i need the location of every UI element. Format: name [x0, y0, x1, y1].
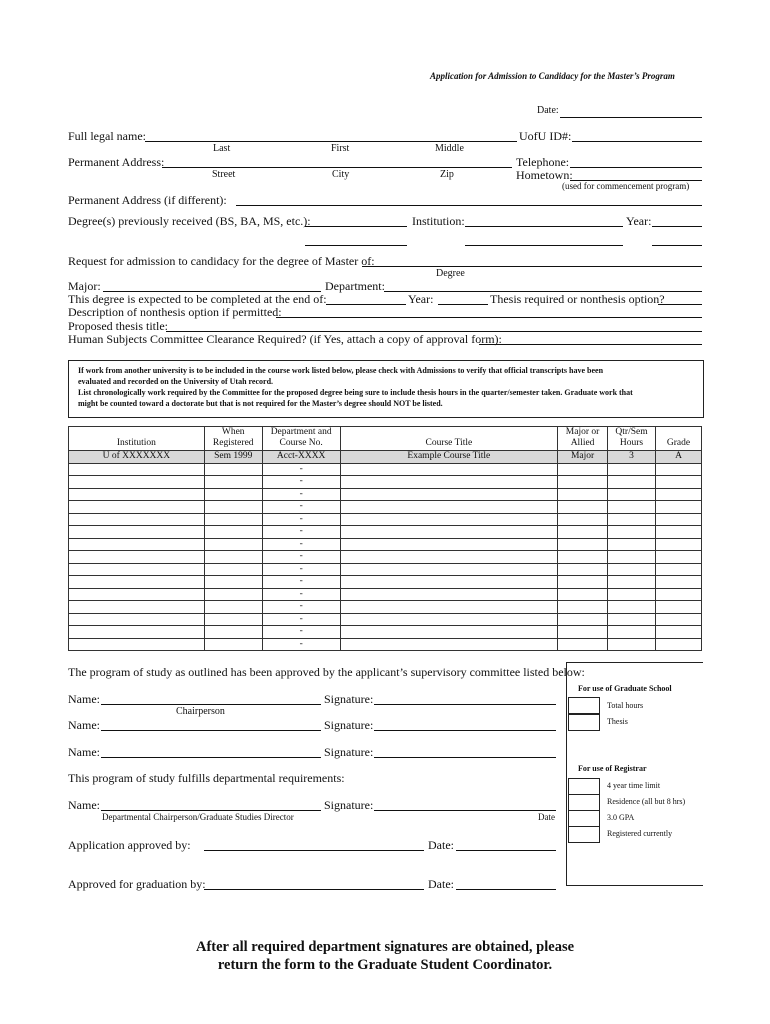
hsc-label: Human Subjects Committee Clearance Required? (if Yes, attach a copy of approval form): [68, 332, 502, 346]
cell-hours[interactable] [608, 588, 656, 601]
cell-course-title[interactable] [340, 463, 557, 476]
table-row [69, 601, 702, 614]
gpa-checkbox[interactable] [568, 810, 600, 827]
registered-checkbox[interactable] [568, 826, 600, 843]
cell-hours[interactable] [608, 613, 656, 626]
completion-year-label: Year: [408, 292, 434, 306]
cell-when[interactable] [204, 613, 262, 626]
committee-signature-field-1[interactable] [374, 704, 556, 705]
hsc-field[interactable] [479, 344, 702, 345]
cell-institution[interactable] [69, 588, 205, 601]
cell-major[interactable] [558, 476, 608, 489]
cell-major: Major [558, 451, 608, 464]
degree-caption: Degree [436, 268, 465, 279]
cell-grade[interactable] [656, 501, 702, 514]
cell-course-title[interactable] [340, 551, 557, 564]
committee-name-label-1: Name: [68, 692, 100, 706]
cell-grade[interactable] [656, 538, 702, 551]
residence-checkbox[interactable] [568, 794, 600, 811]
cell-hours[interactable] [608, 576, 656, 589]
cell-major[interactable] [558, 638, 608, 651]
thesis-option-field[interactable] [658, 304, 702, 305]
col-grade: Grade [656, 427, 702, 451]
year-label: Year: [626, 214, 652, 228]
cell-when[interactable] [204, 588, 262, 601]
total-hours-checkbox[interactable] [568, 697, 600, 714]
thesis-option-label: Thesis required or nonthesis option? [490, 292, 665, 306]
telephone-label: Telephone: [516, 155, 570, 169]
cell-when[interactable] [204, 513, 262, 526]
cell-major[interactable] [558, 551, 608, 564]
cell-institution[interactable] [69, 501, 205, 514]
cell-major[interactable] [558, 626, 608, 639]
cell-major[interactable] [558, 526, 608, 539]
cell-hours: 3 [608, 451, 656, 464]
dept-requirements-text: This program of study fulfills departmental requirements: [68, 771, 345, 785]
address2-label: Permanent Address (if different): [68, 193, 227, 207]
table-row [69, 563, 702, 576]
cell-grade[interactable] [656, 463, 702, 476]
committee-name-field-2[interactable] [101, 730, 321, 731]
major-label: Major: [68, 279, 101, 293]
cell-course-no[interactable]: - [262, 563, 340, 576]
cell-major[interactable] [558, 601, 608, 614]
institution-field-1[interactable] [465, 226, 623, 227]
cell-grade[interactable] [656, 513, 702, 526]
degree-field-2[interactable] [305, 245, 407, 246]
notice-line-1: If work from another university is to be included in the course work listed below, please check with Admissions to verify that official transcripts have been [78, 366, 604, 375]
cell-institution: U of XXXXXXX [69, 451, 205, 464]
cell-course-no[interactable]: - [262, 551, 340, 564]
graduation-approved-field[interactable] [204, 889, 424, 890]
date-label: Date: [537, 105, 559, 116]
telephone-field[interactable] [570, 167, 702, 168]
cell-institution[interactable] [69, 601, 205, 614]
approval-intro: The program of study as outlined has been approved by the applicant’s supervisory committee listed below: [68, 665, 585, 679]
col-when: When Registered [204, 427, 262, 451]
cell-course-no[interactable]: - [262, 476, 340, 489]
graduation-date-field[interactable] [456, 889, 556, 890]
cell-course-no[interactable]: - [262, 626, 340, 639]
cell-institution[interactable] [69, 463, 205, 476]
year-field-1[interactable] [652, 226, 702, 227]
cell-grade[interactable] [656, 626, 702, 639]
registrar-title: For use of Registrar [578, 764, 647, 773]
committee-name-field-3[interactable] [101, 757, 321, 758]
cell-course-no[interactable]: - [262, 601, 340, 614]
cell-hours[interactable] [608, 626, 656, 639]
graduation-approved-label: Approved for graduation by: [68, 877, 206, 891]
cell-grade[interactable] [656, 563, 702, 576]
cell-institution[interactable] [69, 638, 205, 651]
cell-course-no[interactable]: - [262, 538, 340, 551]
col-institution: Institution [69, 427, 205, 451]
cell-institution[interactable] [69, 526, 205, 539]
dept-chair-name-field[interactable] [101, 810, 321, 811]
table-row [69, 638, 702, 651]
cell-major[interactable] [558, 588, 608, 601]
uid-label: UofU ID#: [519, 129, 572, 143]
committee-name-label-3: Name: [68, 745, 100, 759]
application-date-label: Date: [428, 838, 454, 852]
table-row [69, 476, 702, 489]
closing-instructions [0, 938, 770, 974]
table-row [69, 613, 702, 626]
cell-course-title[interactable] [340, 626, 557, 639]
cell-grade[interactable] [656, 576, 702, 589]
cell-major[interactable] [558, 463, 608, 476]
degrees-label: Degree(s) previously received (BS, BA, MS, etc.): [68, 214, 311, 228]
cell-grade: A [656, 451, 702, 464]
cell-grade[interactable] [656, 588, 702, 601]
table-row [69, 626, 702, 639]
cell-course-no: Acct-XXXX [262, 451, 340, 464]
cell-grade[interactable] [656, 526, 702, 539]
cell-when[interactable] [204, 576, 262, 589]
table-row [69, 463, 702, 476]
cell-grade[interactable] [656, 476, 702, 489]
closing-line-1: After all required department signatures are obtained, please [195, 939, 575, 955]
cell-course-title[interactable] [340, 476, 557, 489]
committee-signature-label-1: Signature: [324, 692, 374, 706]
cell-course-title[interactable] [340, 613, 557, 626]
completion-term-field[interactable] [326, 304, 406, 305]
page-title: Application for Admission to Candidacy for the Master’s Program [430, 71, 675, 81]
committee-name-label-2: Name: [68, 718, 100, 732]
cell-hours[interactable] [608, 501, 656, 514]
cell-when[interactable] [204, 638, 262, 651]
cell-grade[interactable] [656, 551, 702, 564]
cell-major[interactable] [558, 538, 608, 551]
cell-hours[interactable] [608, 526, 656, 539]
cell-institution[interactable] [69, 576, 205, 589]
department-label: Department: [325, 279, 385, 293]
cell-when[interactable] [204, 501, 262, 514]
cell-hours[interactable] [608, 601, 656, 614]
committee-signature-label-3: Signature: [324, 745, 374, 759]
col-hours: Qtr/Sem Hours [608, 427, 656, 451]
table-row [69, 538, 702, 551]
cell-institution[interactable] [69, 488, 205, 501]
cell-hours[interactable] [608, 538, 656, 551]
cell-course-title[interactable] [340, 488, 557, 501]
cell-institution[interactable] [69, 551, 205, 564]
chairperson-caption: Chairperson [176, 706, 225, 717]
cell-when[interactable] [204, 476, 262, 489]
committee-signature-field-3[interactable] [374, 757, 556, 758]
cell-course-title[interactable] [340, 576, 557, 589]
hometown-note: (used for commencement program) [562, 181, 690, 191]
table-row [69, 513, 702, 526]
application-approved-field[interactable] [204, 850, 424, 851]
degree-field-1[interactable] [305, 226, 407, 227]
cell-course-title[interactable] [340, 601, 557, 614]
cell-when: Sem 1999 [204, 451, 262, 464]
gpa-label: 3.0 GPA [607, 813, 635, 822]
cell-major[interactable] [558, 576, 608, 589]
grad-school-title: For use of Graduate School [578, 684, 672, 693]
cell-institution[interactable] [69, 476, 205, 489]
table-row [69, 588, 702, 601]
institution-field-2[interactable] [465, 245, 623, 246]
cell-course-no[interactable]: - [262, 513, 340, 526]
col-course-title: Course Title [340, 427, 557, 451]
cell-institution[interactable] [69, 538, 205, 551]
cell-course-no[interactable]: - [262, 488, 340, 501]
full-name-field[interactable] [145, 141, 517, 142]
cell-course-title[interactable] [340, 563, 557, 576]
table-header-row [69, 427, 702, 451]
cell-institution[interactable] [69, 513, 205, 526]
notice-line-2: evaluated and recorded on the University of Utah record. [78, 377, 274, 386]
completion-year-field[interactable] [438, 304, 488, 305]
cell-course-title[interactable] [340, 538, 557, 551]
nonthesis-label: Description of nonthesis option if permitted: [68, 305, 282, 319]
cell-major[interactable] [558, 488, 608, 501]
cell-when[interactable] [204, 538, 262, 551]
application-approved-label: Application approved by: [68, 838, 191, 852]
notice-line-3: List chronologically work required by the Committee for the proposed degree being sure to include thesis hours in the quarter/semester taken. Graduate work that [78, 388, 633, 397]
committee-signature-field-2[interactable] [374, 730, 556, 731]
dept-chair-date-caption: Date [538, 812, 555, 822]
cell-course-title[interactable] [340, 501, 557, 514]
address-city-caption: City [332, 169, 350, 180]
cell-course-no[interactable]: - [262, 501, 340, 514]
registered-label: Registered currently [607, 829, 673, 838]
cell-course-title[interactable] [340, 513, 557, 526]
graduation-date-label: Date: [428, 877, 454, 891]
dept-chair-signature-field[interactable] [374, 810, 556, 811]
residence-label: Residence (all but 8 hrs) [607, 797, 686, 806]
table-row [69, 551, 702, 564]
cell-hours[interactable] [608, 551, 656, 564]
cell-grade[interactable] [656, 638, 702, 651]
name-last-caption: Last [213, 143, 231, 154]
cell-major[interactable] [558, 563, 608, 576]
cell-hours[interactable] [608, 463, 656, 476]
cell-institution[interactable] [69, 626, 205, 639]
cell-hours[interactable] [608, 513, 656, 526]
cell-when[interactable] [204, 488, 262, 501]
cell-major[interactable] [558, 613, 608, 626]
cell-course-title[interactable] [340, 526, 557, 539]
degree-field[interactable] [362, 266, 702, 267]
dept-chair-caption: Departmental Chairperson/Graduate Studies Director [102, 812, 294, 822]
table-row [69, 576, 702, 589]
table-row [69, 526, 702, 539]
cell-when[interactable] [204, 601, 262, 614]
cell-when[interactable] [204, 551, 262, 564]
dept-chair-signature-label: Signature: [324, 798, 374, 812]
cell-course-no[interactable]: - [262, 576, 340, 589]
cell-course-title: Example Course Title [340, 451, 557, 464]
name-middle-caption: Middle [435, 143, 464, 154]
cell-hours[interactable] [608, 488, 656, 501]
thesis-label: Thesis [607, 717, 628, 726]
cell-major[interactable] [558, 501, 608, 514]
table-row [69, 501, 702, 514]
address-street-caption: Street [212, 169, 236, 180]
cell-hours[interactable] [608, 476, 656, 489]
request-label: Request for admission to candidacy for the degree of Master of: [68, 254, 375, 268]
committee-signature-label-2: Signature: [324, 718, 374, 732]
cell-hours[interactable] [608, 638, 656, 651]
cell-institution[interactable] [69, 613, 205, 626]
full-name-label: Full legal name: [68, 129, 146, 143]
cell-course-no[interactable]: - [262, 613, 340, 626]
notice-line-4: might be counted toward a doctorate but that is not required for the Master’s degree should NOT be listed. [78, 399, 443, 408]
application-date-field[interactable] [456, 850, 556, 851]
name-first-caption: First [331, 143, 350, 154]
hometown-label: Hometown: [516, 168, 573, 182]
cell-grade[interactable] [656, 613, 702, 626]
time-limit-checkbox[interactable] [568, 778, 600, 795]
time-limit-label: 4 year time limit [607, 781, 661, 790]
address-label: Permanent Address: [68, 155, 165, 169]
cell-major[interactable] [558, 513, 608, 526]
cell-course-no[interactable]: - [262, 463, 340, 476]
cell-grade[interactable] [656, 488, 702, 501]
year-field-2[interactable] [652, 245, 702, 246]
office-use-panel [566, 662, 703, 886]
total-hours-label: Total hours [607, 701, 644, 710]
cell-when[interactable] [204, 563, 262, 576]
dept-chair-name-label: Name: [68, 798, 100, 812]
nonthesis-field[interactable] [276, 317, 702, 318]
thesis-title-label: Proposed thesis title: [68, 319, 168, 333]
cell-course-no[interactable]: - [262, 588, 340, 601]
course-table [68, 426, 702, 651]
completion-label: This degree is expected to be completed at the end of: [68, 292, 327, 306]
cell-institution[interactable] [69, 563, 205, 576]
thesis-checkbox[interactable] [568, 714, 600, 731]
institution-label: Institution: [412, 214, 465, 228]
cell-grade[interactable] [656, 601, 702, 614]
cell-course-no[interactable]: - [262, 526, 340, 539]
col-course-no: Department and Course No. [262, 427, 340, 451]
address2-field[interactable] [236, 205, 702, 206]
closing-line-2: return the form to the Graduate Student Coordinator. [217, 957, 553, 973]
date-field[interactable] [560, 117, 702, 118]
table-row [69, 488, 702, 501]
cell-when[interactable] [204, 463, 262, 476]
example-row [69, 451, 702, 464]
notice-box [68, 360, 704, 418]
col-major-allied: Major or Allied [558, 427, 608, 451]
committee-name-field-1[interactable] [101, 704, 321, 705]
cell-when[interactable] [204, 526, 262, 539]
address-field[interactable] [162, 167, 512, 168]
cell-when[interactable] [204, 626, 262, 639]
cell-course-title[interactable] [340, 638, 557, 651]
address-zip-caption: Zip [440, 169, 454, 180]
cell-course-title[interactable] [340, 588, 557, 601]
cell-course-no[interactable]: - [262, 638, 340, 651]
uid-field[interactable] [572, 141, 702, 142]
cell-hours[interactable] [608, 563, 656, 576]
